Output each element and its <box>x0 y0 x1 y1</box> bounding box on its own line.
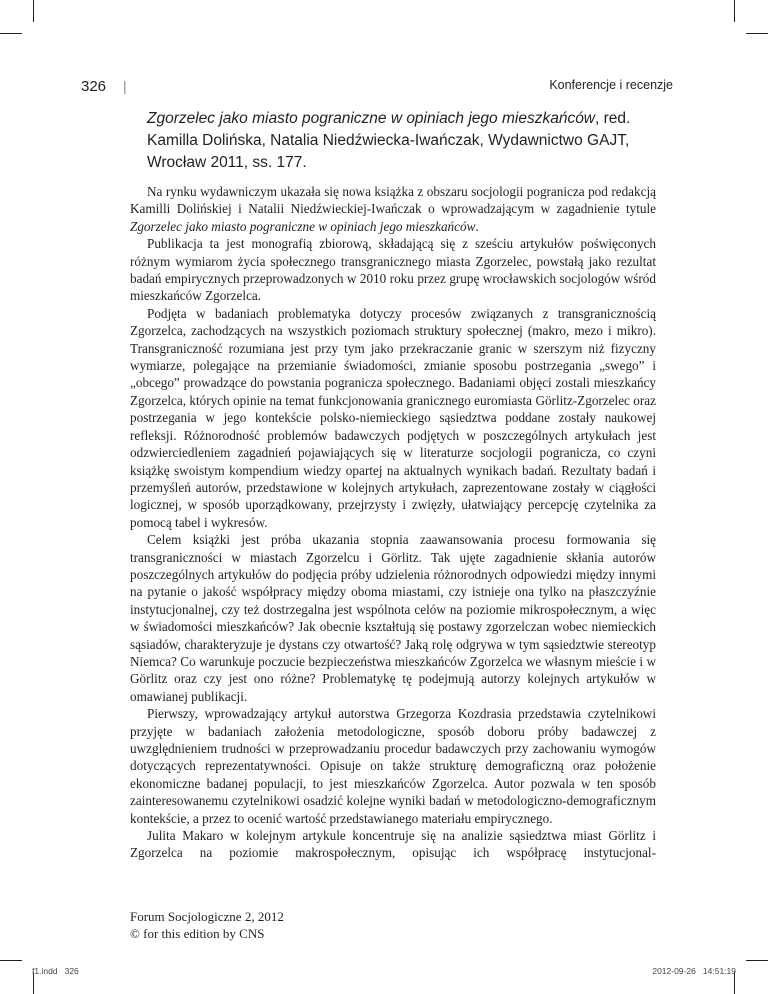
running-head-separator: | <box>123 78 127 94</box>
paragraph-text: . <box>475 218 479 234</box>
paragraph: Julita Makaro w kolejnym artykule koncentruje się na analizie sąsiedztwa miast Görlitz i Zgorzelca na poziomie makrospołecznym, opisując ich współpracę instytucjonal- <box>130 828 656 861</box>
paragraph <box>130 183 656 235</box>
paragraph: Podjęta w badaniach problematyka dotyczy procesów związanych z transgranicznością Zgorzelca, zachodzących na wszystkich poziomach struktury społecznej (makro, mezo i mikro). Transgraniczność rozumiana jest przy tym jako przekraczanie granic w szerszym niż fizyczny wymiarze, polegające na przemianie świadomości, zmianie sposobu postrzegania „swego” i „obcego” prowadzące do powstania pogranicza społecznego. Badaniami objęci zostali mieszkańcy Zgorzelca, których opinie na temat funkcjonowania granicznego euromiasta Görlitz-Zgorzelec oraz postrzegania w jego kontekście polsko-niemieckiego sąsiedztwa poddane zostały naukowej refleksji. Różnorodność problemów badawczych podjętych w poszczególnych artykułach jest odzwierciedleniem zagadnień pojawiających się w literaturze socjologii pogranicza, co czyni książkę swoistym kompendium wiedzy opartej na aktualnych wynikach badań. Rezultaty badań i przemyśleń autorów, przedstawione w kolejnych artykułach, zaprezentowane zostały w ciągłości logicznej, w sposób uporządkowany, przejrzysty i zwięzły, ułatwiający percepcję czytelnika za pomocą tabel i wykresów. <box>130 305 656 530</box>
copyright-notice: © for this edition by CNS <box>130 926 265 941</box>
paragraph-text: Na rynku wydawniczym ukazała się nowa książka z obszaru socjologii pogranicza pod redakcją Kamilli Dolińskiej i Natalii Niedźwieckiej-Iwańczak o wprowadzającym w zagadnienie tytule <box>130 184 656 217</box>
review-body <box>130 183 656 862</box>
file-name: f1.indd 326 <box>32 966 79 976</box>
crop-mark <box>0 960 22 961</box>
paragraph: Celem książki jest próba ukazania stopnia zaawansowania procesu formowania się transgraniczności w miastach Zgorzelcu i Görlitz. Tak ujęte zagadnienie skłania autorów poszczególnych artykułów do podjęcia próby udzielenia różnorodnych odpowiedzi między innymi na pytanie o jakość współpracy między oboma miastami, czy istnieje ona tylko na płaszczyźnie instytucjonalnej, czy też dostrzegalna jest wspólnota celów na poziomie mikrospołecznym, a więc w świadomości mieszkańców? Jak obecnie kształtują się postawy zgorzelczan wobec niemieckich sąsiadów, charakteryzuje je dystans czy otwartość? Jaką rolę odgrywa w tym sąsiedztwie stereotyp Niemca? Co warunkuje poczucie bezpieczeństwa mieszkańców Zgorzelca we własnym mieście i w Görlitz oraz czy jest ono różne? Problematykę tę podejmują autorzy kolejnych artykułów w omawianej publikacji. <box>130 532 656 704</box>
crop-mark <box>734 0 735 22</box>
print-timestamp: 2012-09-26 14:51:19 <box>652 966 736 976</box>
page-footer <box>130 908 284 942</box>
crop-mark <box>33 0 34 22</box>
section-title: Konferencje i recenzje <box>549 78 673 92</box>
book-details: , red. Kamilla Dolińska, Natalia Niedźwiecka-Iwańczak, Wydawnictwo GAJT, Wrocław 2011, ss. 177. <box>147 110 631 171</box>
paragraph: Pierwszy, wprowadzający artykuł autorstwa Grzegorza Kozdrasia przedstawia czytelnikowi przyjęte w badaniach założenia metodologiczne, sposób doboru próby badawczej z uwzględnieniem trudności w przeprowadzaniu procedur badawczych przy zachowaniu wymogów dotyczących reprezentatywności. Opisuje on także strukturę demograficzną oraz położenie ekonomiczne badanej populacji, to jest mieszkańców Zgorzelca. Autor pozwala w ten sposób zainteresowanemu czytelnikowi osadzić kolejne wyniki badań w metodologiczno-demograficznym kontekście, a przez to ocenić wartość przedstawianego materiału empirycznego. <box>130 706 656 826</box>
journal-name: Forum Socjologiczne 2, 2012 <box>130 909 284 924</box>
paragraph: Publikacja ta jest monografią zbiorową, składającą się z sześciu artykułów poświęconych różnym wymiarom życia społecznego transgranicznego miasta Zgorzelec, powstałą jako rezultat badań empirycznych przeprowadzonych w 2010 roku przez grupę wrocławskich socjologów wśród mieszkańców Zgorzelca. <box>130 236 656 304</box>
book-title: Zgorzelec jako miasto pograniczne w opiniach jego mieszkańców <box>147 110 596 127</box>
crop-mark <box>746 960 768 961</box>
cited-title: Zgorzelec jako miasto pograniczne w opiniach jego mieszkańców <box>130 218 476 234</box>
crop-mark <box>0 33 22 34</box>
crop-mark <box>746 33 768 34</box>
page-number: 326 <box>81 78 107 95</box>
review-heading <box>147 108 647 174</box>
